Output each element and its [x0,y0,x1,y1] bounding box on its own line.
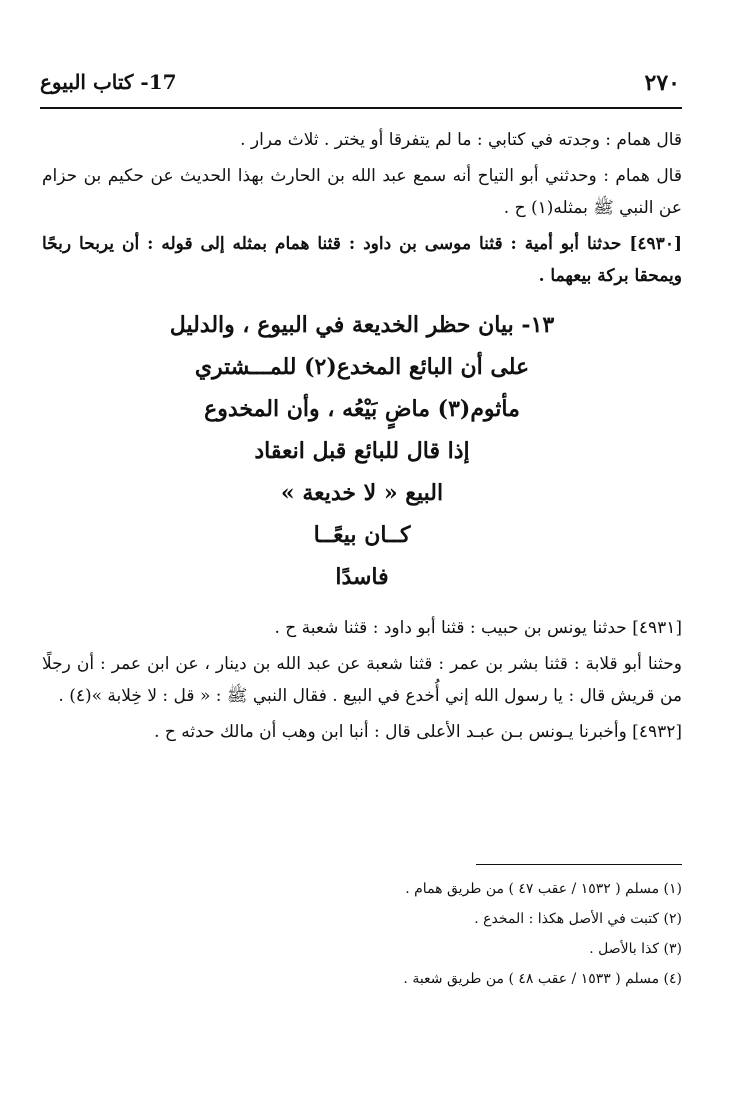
hadith-paragraph: [٤٩٣١] حدثنا يونس بن حبيب : قثنا أبو داود : قثنا شعبة ح . [274,618,682,638]
footnote: (١) مسلم ( ١٥٣٢ / عقب ٤٧ ) من طريق همام . [405,881,682,897]
heading-line: مأثوم(٣) ماضٍ بَيْعُه ، وأن المخدوع [204,396,520,422]
page-body [42,124,682,752]
page-header [40,70,680,110]
hadith-paragraph: [٤٩٣٢] وأخبرنا يـونس بـن عبـد الأعلى قال : أنبا ابن وهب أن مالك حدثه ح . [154,722,682,742]
paragraph: قال همام : وحدثني أبو التياح أنه سمع عبد الله بن الحارث بهذا الحديث عن حكيم بن حزام عن النبي ﷺ بمثله(١) ح . [42,166,682,218]
footnotes [42,874,682,994]
header-rule [40,107,682,109]
paragraph: قال همام : وجدته في كتابي : ما لم يتفرقا أو يختر . ثلاث مرار . [240,130,682,150]
page-number: ٢٧٠ [644,70,680,96]
footnote: (٣) كذا بالأصل . [589,941,682,957]
heading-line: ١٣- بيان حظر الخديعة في البيوع ، والدليل [169,312,555,338]
chapter-heading [42,304,682,598]
footnote: (٢) كتبت في الأصل هكذا : المخدع . [474,911,682,927]
heading-line: إذا قال للبائع قبل انعقاد [254,438,470,464]
heading-line: على أن البائع المخدع(٢) للمـــشتري [194,354,530,380]
running-head: 17- كتاب البيوع [40,70,177,94]
footnote-rule [476,864,682,865]
heading-line: فاسدًا [335,564,389,590]
hadith-paragraph: [٤٩٣٠] حدثنا أبو أمية : قثنا موسى بن داود : قثنا همام بمثله إلى قوله : أن يربحا ربحًا ويمحقا بركة بيعهما . [42,234,682,286]
heading-line: البيع « لا خديعة » [280,480,444,506]
footnote: (٤) مسلم ( ١٥٣٣ / عقب ٤٨ ) من طريق شعبة . [403,971,682,987]
heading-line: كــان بيعًــا [313,522,411,548]
paragraph: وحثنا أبو قلابة : قثنا بشر بن عمر : قثنا شعبة عن عبد الله بن دينار ، عن ابن عمر : أن رجلًا من قريش قال : يا رسول الله إني أُخدع في البيع . فقال النبي ﷺ : « قل : لا خِلابة »(٤) . [42,654,682,706]
